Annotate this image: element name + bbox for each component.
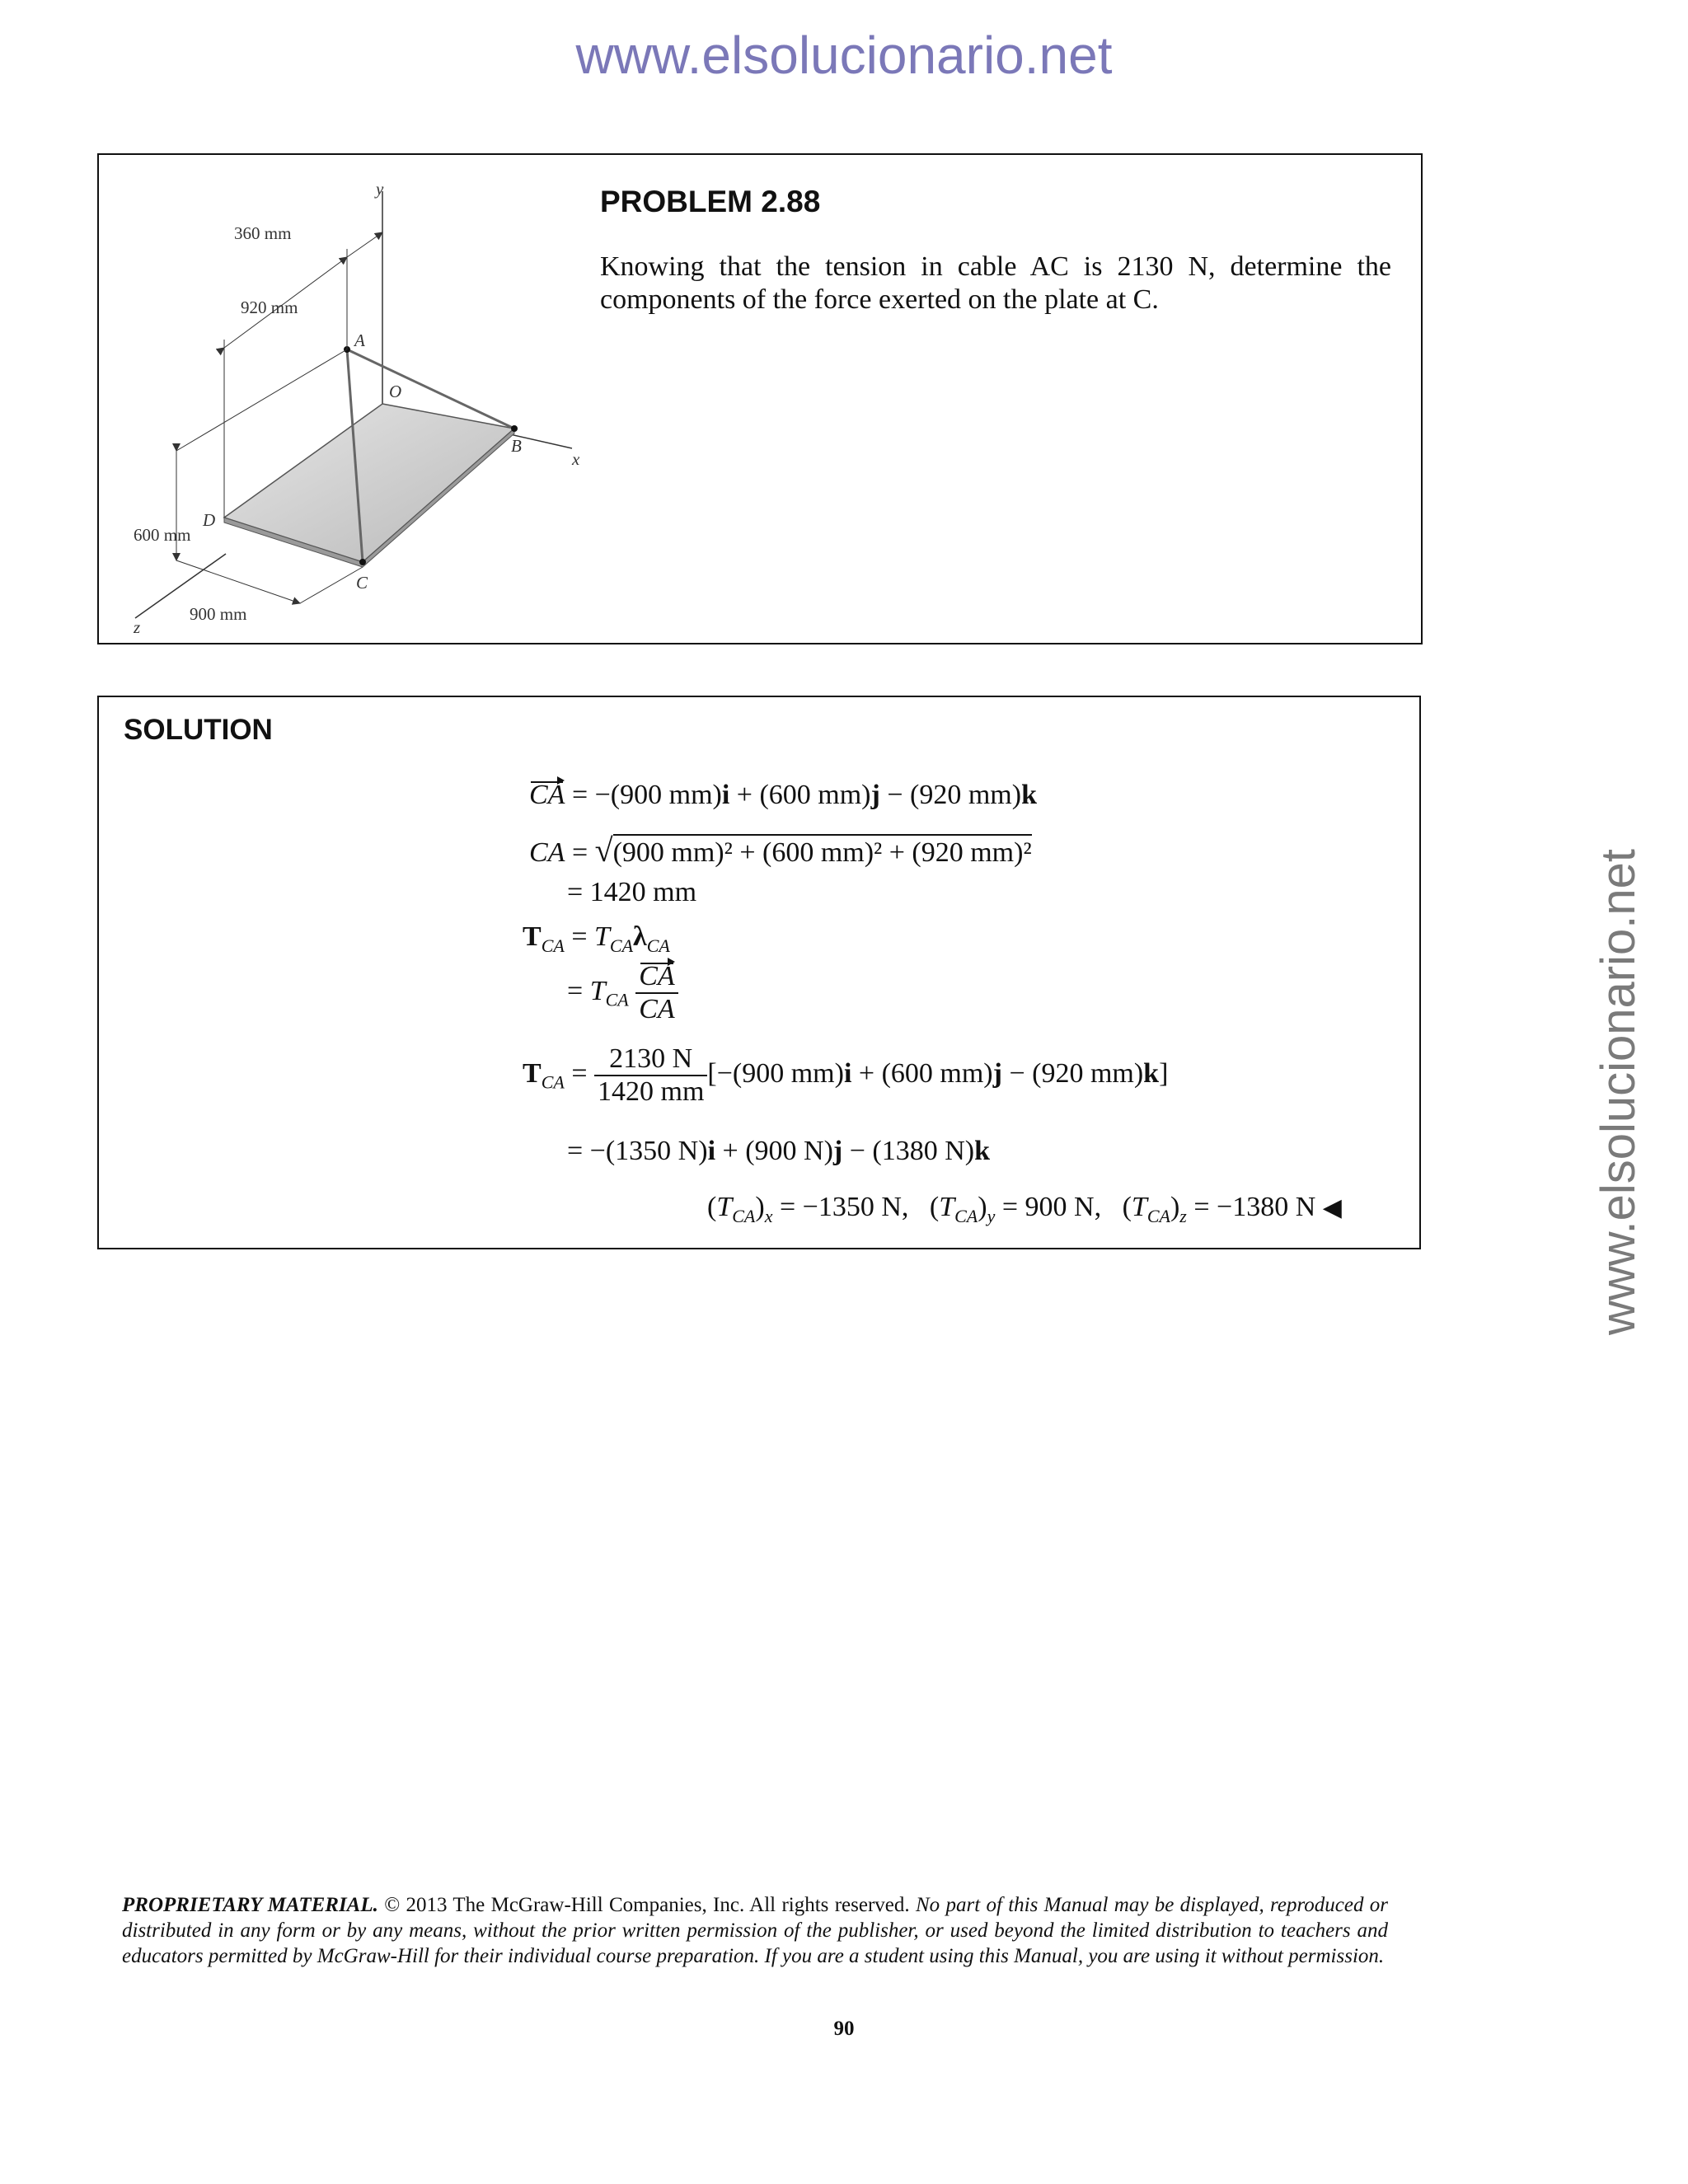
label-b: B — [511, 436, 522, 456]
solution-title: SOLUTION — [124, 714, 273, 746]
problem-figure — [110, 166, 621, 636]
label-x: x — [572, 449, 580, 469]
equation-ca-vector: CA = −(900 mm)i + (600 mm)j − (920 mm)k — [529, 780, 1037, 810]
equation-tension-fraction: = $T_{CA}$ $\frac{CA}{CA}$ — [567, 961, 678, 1025]
dim-900-line — [176, 560, 300, 603]
label-y: y — [376, 179, 384, 199]
dim-900-label: 900 mm — [190, 604, 247, 624]
label-o: O — [389, 382, 402, 401]
label-a: A — [354, 330, 365, 350]
solution-box — [97, 696, 1421, 1249]
dim-600-label: 600 mm — [134, 525, 191, 545]
copyright-footer: PROPRIETARY MATERIAL. © 2013 The McGraw-Hill Companies, Inc. All rights reserved. No part of this Manual may be displayed, reproduced or distributed in any form or by any means, without the prior written permission of the publisher, or used beyond the limited distribution to teachers and educators permitted by McGraw-Hill for their individual course preparation. If you are a student using this Manual, you are using it without permission. — [122, 1894, 1389, 1967]
equation-tension-result: = −(1350 N)i + (900 N)j − (1380 N)k — [567, 1136, 991, 1166]
label-z: z — [134, 617, 141, 636]
label-d: D — [203, 510, 216, 530]
dim-920-label: 920 mm — [241, 298, 298, 317]
problem-title: PROBLEM 2.88 — [600, 185, 821, 218]
equation-tension-lambda: $T_{CA} = T_{CA}\lambda_{CA}$ — [523, 921, 670, 956]
watermark-side: www.elsolucionario.net — [1592, 849, 1645, 1335]
end-marker-icon: ◀ — [1322, 1194, 1342, 1221]
problem-text: Knowing that the tension in cable AC is 2130 N, determine the components of the force exerted on the plate at C. — [600, 251, 1391, 315]
plate — [224, 404, 514, 562]
dim-360-line — [347, 232, 382, 257]
final-answer: $(T_{CA})_x = -1350$ N, $(T_{CA})_y = 900$ N, $(T_{CA})_z = -1380$ N ◀ — [707, 1192, 1342, 1226]
page-number: 90 — [833, 2018, 855, 2040]
equation-tension-substituted: $T_{CA}$ = $\frac{2130 N}{1420 mm}$ [−(900 mm)i + (600 mm)j − (920 mm)k] — [523, 1043, 1169, 1107]
problem-box — [97, 153, 1423, 644]
equation-ca-magnitude: CA = √(900 mm)² + (600 mm)² + (920 mm)² — [529, 832, 1032, 869]
point-b — [511, 425, 518, 432]
label-c: C — [356, 573, 368, 593]
equation-ca-result: = 1420 mm — [567, 877, 697, 907]
watermark-top: www.elsolucionario.net — [575, 26, 1113, 85]
dim-360-label: 360 mm — [234, 223, 292, 243]
point-c — [359, 559, 366, 565]
